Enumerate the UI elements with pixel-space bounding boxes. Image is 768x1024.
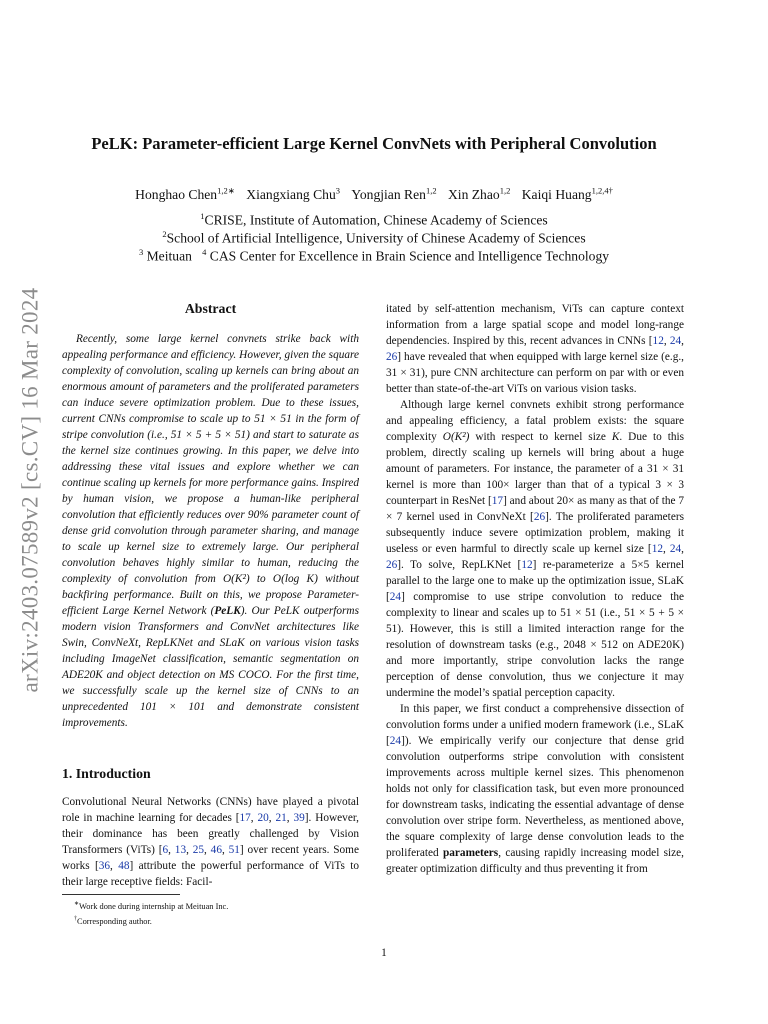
author: Yongjian Ren$^{1,2}$	[351, 185, 437, 202]
right-column	[386, 301, 684, 877]
author: Kaiqi Huang$^{1,2,4\dagger}$	[521, 185, 613, 202]
citation-link[interactable]: 24	[389, 735, 402, 747]
footnote-internship: ∗Work done during internship at Meituan Inc.	[74, 901, 229, 911]
citation-link[interactable]: 48	[118, 860, 130, 872]
author: Xin Zhao$^{1,2}$	[447, 185, 511, 202]
affiliation-2: $^2$School of Artificial Intelligence, University of Chinese Academy of Sciences	[162, 229, 586, 246]
citation-link[interactable]: 24	[669, 543, 682, 555]
arxiv-watermark	[12, 270, 48, 710]
footnote-divider	[62, 894, 180, 895]
citation-link[interactable]: 12	[651, 543, 663, 555]
affiliation-1: $^1$CRISE, Institute of Automation, Chinese Academy of Sciences	[200, 211, 548, 228]
footnotes	[74, 898, 228, 928]
arxiv-id-text: arXiv:2403.07589v2 [cs.CV] 16 Mar 2024	[17, 287, 42, 693]
paper-title: PeLK: Parameter-efficient Large Kernel ConvNets with Peripheral Convolution	[91, 134, 657, 153]
footnote-corresponding: †Corresponding author.	[74, 915, 152, 926]
citation-link[interactable]: 13	[174, 844, 187, 856]
intro-paragraph: Convolutional Neural Networks (CNNs) have played a pivotal role in machine learning for decades [17, 20, 21, 39]. However, their dominance has been greatly challenged by Vision Transformers (ViTs) [6, 13, 25, 46, 51] over recent years. Some works [36, 48] attribute the powerful performance of ViTs to their large receptive fields: Facil-	[62, 796, 360, 888]
abstract-heading: Abstract	[184, 301, 237, 316]
citation-link[interactable]: 6	[162, 844, 169, 856]
citation-link[interactable]: 20	[257, 812, 269, 824]
citation-link[interactable]: 21	[275, 812, 287, 824]
citation-link[interactable]: 24	[669, 335, 682, 347]
author: Honghao Chen$^{1,2∗}$	[135, 185, 235, 202]
citation-link[interactable]: 51	[228, 844, 240, 856]
author: Xiangxiang Chu$^3$	[246, 185, 340, 202]
paragraph-continued: itated by self-attention mechanism, ViTs can capture context information from a large spatial scope and model long-range dependencies. Inspired by this, recent advances in CNNs [12, 24, 26] have revealed that when equipped with large kernel size (e.g., 31 × 31), pure CNN architecture can perform on par with or even better than state-of-the-art ViTs on various vision tasks.	[386, 303, 684, 395]
citation-link[interactable]: 26	[386, 559, 398, 571]
citation-link[interactable]: 46	[210, 844, 222, 856]
citation-link[interactable]: 24	[389, 591, 402, 603]
citation-link[interactable]: 17	[239, 812, 251, 824]
paragraph-large-kernel-problem: Although large kernel convnets exhibit strong performance and appealing efficiency, a fatal problem exists: the square complexity O(K²) with respect to kernel size K. Due to this problem, directly scaling up kernels will bring about a huge amount of parameters. For instance, the parameter of a 31 × 31 kernel is more than 100× larger than that of a typical 3 × 3 counterpart in ResNet [17] and about 20× as many as that of the 7 × 7 kernel used in ConvNeXt [26]. The proliferated parameters subsequently induce severe optimization problem, making it useless or even harmful to directly scale up kernel size [12, 24, 26]. To solve, RepLKNet [12] re-parameterize a 5×5 kernel parallel to the large one to make up the optimization issue, SLaK [24] compromise to use stripe convolution to reduce the complexity to linear and scales up to 51 × 51 (i.e., 51 × 5 + 5 × 51). However, this is still a limited interaction range for the resolution of downstream tasks (e.g., 2048 × 512 on ADE20K) and more importantly, stripe convolution lacks the range perception of dense convolution, thus we conjecture it may undermine the model’s spatial perception capacity.	[386, 399, 685, 699]
section-heading-introduction: 1. Introduction	[62, 766, 151, 781]
author-list	[40, 185, 708, 203]
citation-link[interactable]: 25	[192, 844, 205, 856]
affiliation-3-4: $^3$ Meituan $^4$ CAS Center for Excellence in Brain Science and Intelligence Technology	[138, 247, 610, 264]
citation-link[interactable]: 12	[521, 559, 533, 571]
paragraph-this-paper: In this paper, we first conduct a comprehensive dissection of convolution forms under a unified modern framework (i.e., SLaK [24]). We empirically verify our conjecture that dense grid convolution outperforms stripe convolution with consistent improvements across multiple kernel sizes. This phenomenon holds not only for classification task, but even more pronounced for downstream tasks, indicating the essential advantage of dense convolution over stripe form. Nevertheless, as mentioned above, the square complexity of large dense convolution leads to the proliferated parameters, causing rapidly increasing model size, greater optimization difficulty and thus preventing it from	[386, 703, 685, 875]
page-number: 1	[381, 947, 387, 959]
citation-link[interactable]: 39	[293, 812, 305, 824]
citation-link[interactable]: 26	[386, 351, 398, 363]
citation-link[interactable]: 12	[652, 335, 664, 347]
citation-link[interactable]: 36	[98, 860, 111, 872]
citation-link[interactable]: 26	[533, 511, 546, 523]
citation-link[interactable]: 17	[491, 495, 504, 507]
abstract-body: Recently, some large kernel convnets strike back with appealing performance and efficiency. However, given the square complexity of convolution, scaling up kernels can bring about an enormous amount of parameters and the proliferated parameters can induce severe optimization problem. Due to these issues, current CNNs compromise to scale up to 51 × 51 in the form of stripe convolution (i.e., 51 × 5 + 5 × 51) and start to saturate as the kernel size continues growing. In this paper, we delve into addressing these vital issues and explore whether we can continue scaling up kernels for more performance gains. Inspired by human vision, we propose a human-like peripheral convolution that efficiently reduces over 90% parameter count of dense grid convolution through parameter sharing, and manage to scale up kernel size to extremely large. Our peripheral convolution behaves highly similar to human, reducing the complexity of convolution from O(K²) to O(log K) without backfiring performance. Built on this, we propose Parameter-efficient Large Kernel Network (PeLK). Our PeLK outperforms modern vision Transformers and ConvNet architectures like Swin, ConvNeXt, RepLKNet and SLaK on various vision tasks including ImageNet classification, semantic segmentation on ADE20K and object detection on MS COCO. For the first time, we successfully scale up the kernel size of CNNs to an unprecedented 101 × 101 and demonstrate consistent improvements.	[62, 333, 359, 729]
